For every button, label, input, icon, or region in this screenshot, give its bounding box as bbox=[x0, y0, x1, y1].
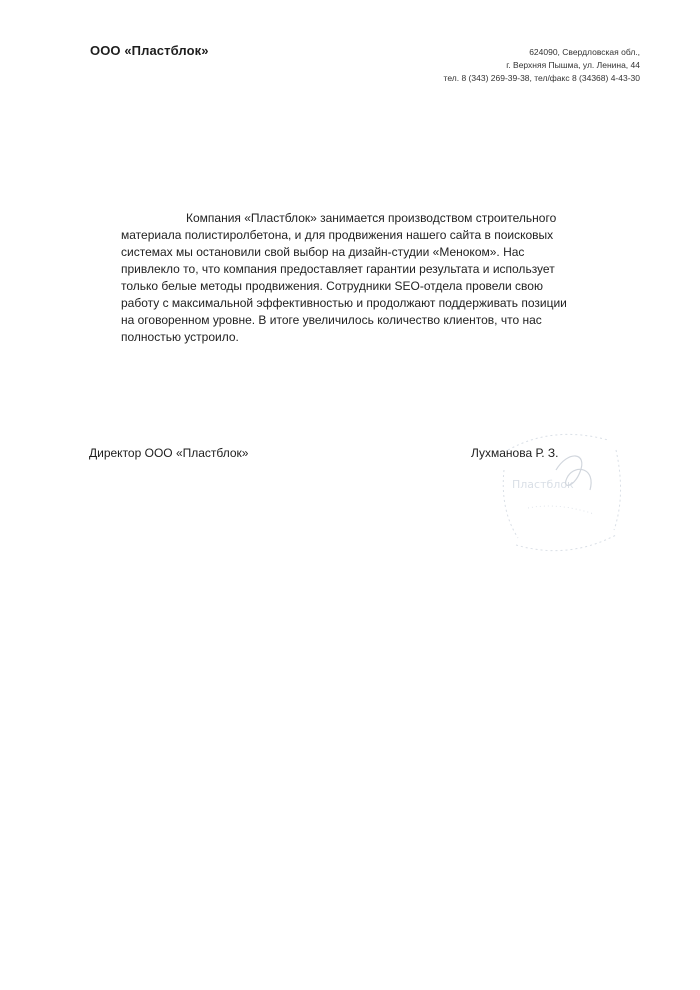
company-name: ООО «Пластблок» bbox=[90, 43, 209, 58]
company-address bbox=[444, 46, 640, 85]
address-line-phone: тел. 8 (343) 269-39-38, тел/факс 8 (34368) 4-43-30 bbox=[443, 73, 640, 83]
svg-text:Пластблок: Пластблок bbox=[512, 478, 574, 491]
signatory-name: Лухманова Р. З. bbox=[471, 446, 559, 460]
signatory-title: Директор ООО «Пластблок» bbox=[89, 446, 249, 460]
letter-paragraph: Компания «Пластблок» занимается производством строительного материала полистиролбетона, и для продвижения нашего сайта в поисковых системах мы остановили свой выбор на дизайн-студии «Меноком». Нас привлекло то, что компания предоставляет гарантии результата и использует только белые методы продвижения. Сотрудники SEO-отдела провели свою работу с максимальной эффективностью и продолжают поддерживать позиции на оговоренном уровне. В итоге увеличилось количество клиентов, что нас полностью устроило. bbox=[121, 211, 567, 344]
address-line-street: г. Верхняя Пышма, ул. Ленина, 44 bbox=[506, 60, 640, 70]
letter-body bbox=[121, 210, 581, 346]
address-line-postal: 624090, Свердловская обл., bbox=[529, 47, 640, 57]
company-stamp bbox=[498, 410, 628, 560]
